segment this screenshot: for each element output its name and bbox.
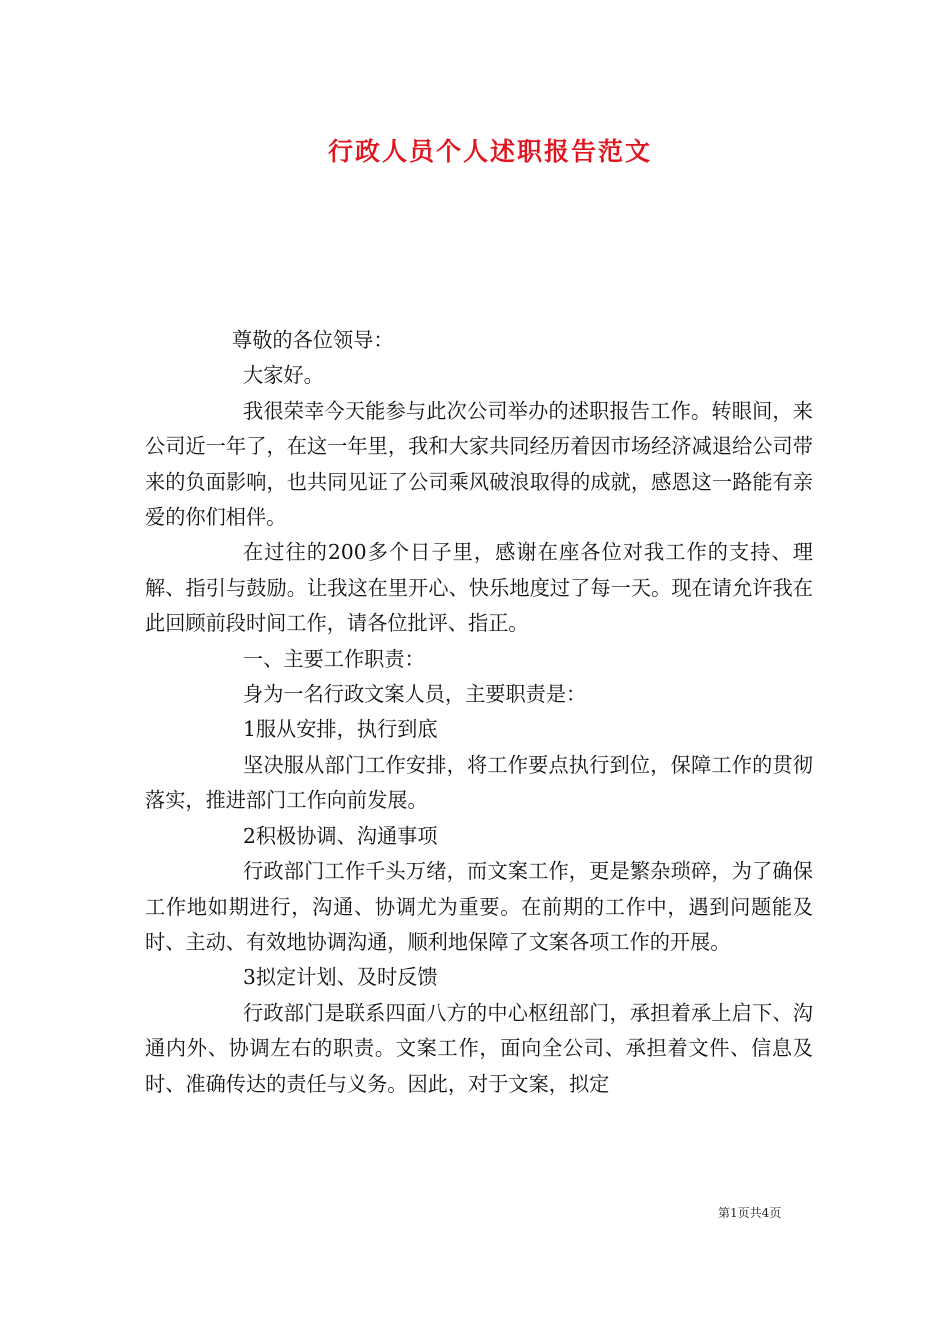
- paragraph: 身为一名行政文案人员，主要职责是：: [243, 682, 587, 707]
- section-heading: 一、主要工作职责：: [243, 646, 425, 671]
- subsection-heading: 3拟定计划、及时反馈: [243, 965, 438, 990]
- subsection-heading: 2积极协调、沟通事项: [243, 823, 438, 848]
- document-body: [145, 323, 813, 1102]
- paragraph: 我很荣幸今天能参与此次公司举办的述职报告工作。转眼间，来公司近一年了，在这一年里，我和大家共同经历着因市场经济减退给公司带来的负面影响，也共同见证了公司乘风破浪取得的成就，感恩这一路能有亲爱的你们相伴。: [145, 398, 813, 530]
- paragraph: 坚决服从部门工作安排，将工作要点执行到位，保障工作的贯彻落实，推进部门工作向前发展。: [145, 752, 813, 813]
- paragraph: 在过往的200多个日子里，感谢在座各位对我工作的支持、理解、指引与鼓励。让我这在里开心、快乐地度过了每一天。现在请允许我在此回顾前段时间工作，请各位批评、指正。: [145, 540, 813, 636]
- subsection-heading: 1服从安排，执行到底: [243, 717, 438, 742]
- salutation: 尊敬的各位领导：: [232, 328, 394, 352]
- page-number: 第1页共4页: [718, 1206, 782, 1220]
- paragraph: 大家好。: [243, 363, 324, 388]
- paragraph: 行政部门工作千头万绪，而文案工作，更是繁杂琐碎，为了确保工作地如期进行，沟通、协调尤为重要。在前期的工作中，遇到问题能及时、主动、有效地协调沟通，顺利地保障了文案各项工作的开展。: [145, 859, 813, 954]
- paragraph: 行政部门是联系四面八方的中心枢纽部门，承担着承上启下、沟通内外、协调左右的职责。文案工作，面向全公司、承担着文件、信息及时、准确传达的责任与义务。因此，对于文案，拟定: [145, 1000, 813, 1096]
- document-title: 行政人员个人述职报告范文: [327, 137, 652, 166]
